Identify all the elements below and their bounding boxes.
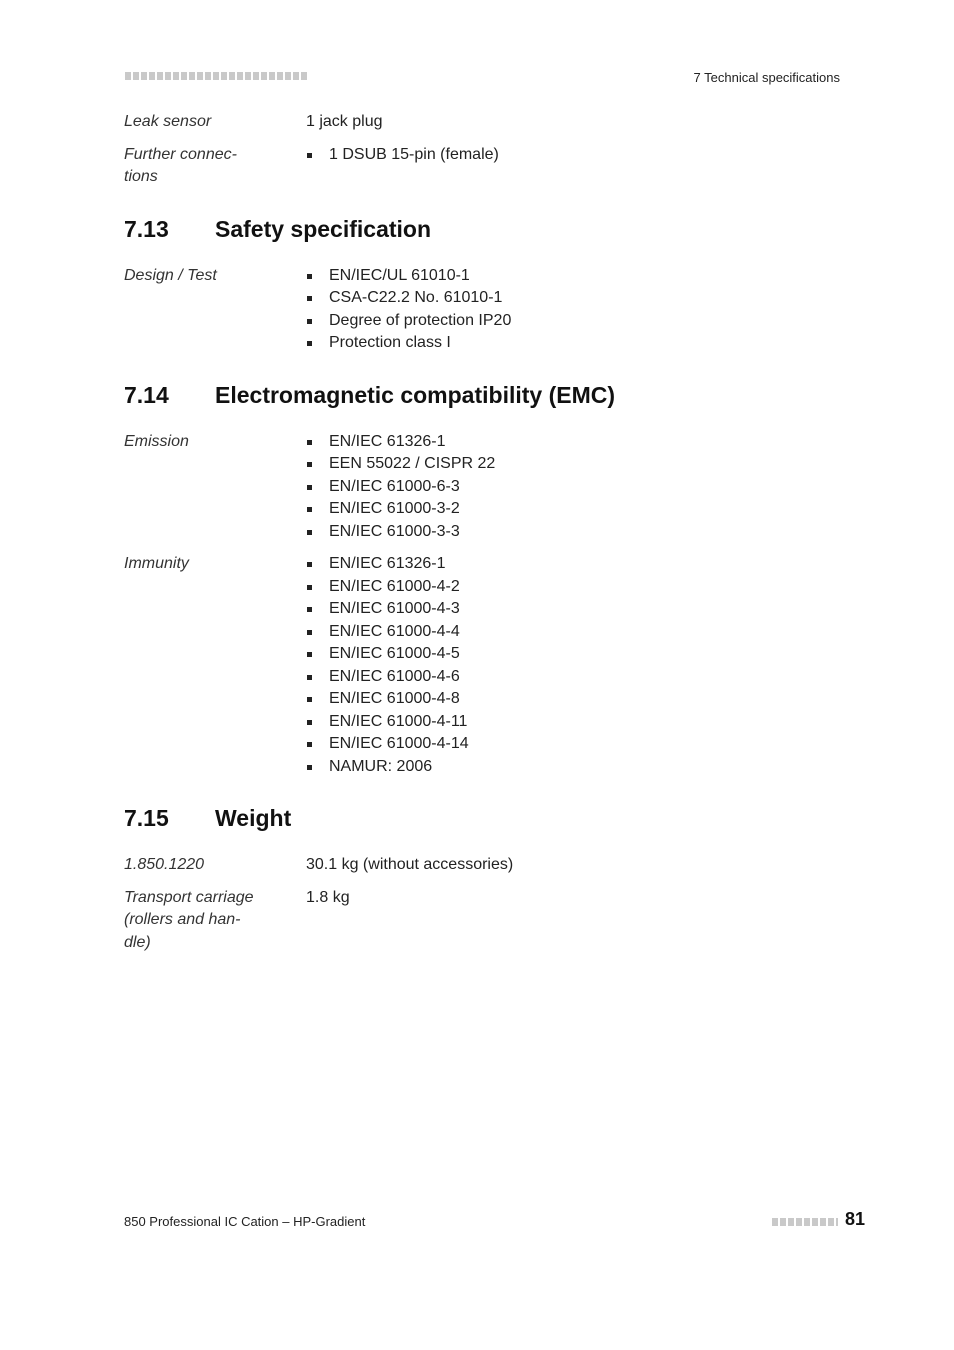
bullet-item: EN/IEC/UL 61010-1 xyxy=(306,265,844,288)
section-title: Safety specification xyxy=(215,215,432,242)
bullet-item: EN/IEC 61326-1 xyxy=(306,431,844,454)
spec-value: 1 jack plug xyxy=(306,113,383,130)
spec-label: Design / Test xyxy=(124,266,217,284)
spec-row xyxy=(124,553,844,778)
section-heading xyxy=(124,802,844,834)
footer-decoration xyxy=(772,1218,838,1226)
bullet-item: Degree of protection IP20 xyxy=(306,310,844,333)
spec-label: Leak sensor xyxy=(124,113,212,130)
spec-row xyxy=(124,887,844,955)
spec-value xyxy=(306,431,844,544)
section-title: Electromagnetic compatibility (EMC) xyxy=(215,381,616,408)
bullet-item: EEN 55022 / CISPR 22 xyxy=(306,453,844,476)
bullet-list xyxy=(306,431,844,544)
bullet-item: EN/IEC 61000-3-2 xyxy=(306,498,844,521)
section-title: Weight xyxy=(215,805,292,831)
spec-label: Further connec- tions xyxy=(124,145,237,185)
spec-value xyxy=(306,553,844,778)
bullet-item: NAMUR: 2006 xyxy=(306,756,844,779)
bullet-item: EN/IEC 61000-4-3 xyxy=(306,598,844,621)
spec-row xyxy=(124,854,844,877)
spec-label: Emission xyxy=(124,432,189,450)
bullet-item: 1 DSUB 15-pin (female) xyxy=(306,144,844,167)
running-header: 7 Technical specifications xyxy=(693,70,840,85)
spec-row xyxy=(124,111,844,134)
bullet-list xyxy=(306,553,844,778)
bullet-item: EN/IEC 61326-1 xyxy=(306,553,844,576)
spec-label: Immunity xyxy=(124,555,189,572)
bullet-item: EN/IEC 61000-4-2 xyxy=(306,576,844,599)
spec-row xyxy=(124,144,844,189)
header-decoration xyxy=(125,72,307,80)
bullet-list xyxy=(306,265,844,355)
footer-title: 850 Professional IC Cation – HP-Gradient xyxy=(124,1214,366,1229)
spec-label: 1.850.1220 xyxy=(124,856,205,873)
section-number: 7.14 xyxy=(124,381,169,408)
bullet-item: EN/IEC 61000-4-8 xyxy=(306,688,844,711)
bullet-item: EN/IEC 61000-4-6 xyxy=(306,666,844,689)
spec-value: 30.1 kg (without accessories) xyxy=(306,856,514,873)
bullet-item: EN/IEC 61000-6-3 xyxy=(306,476,844,499)
bullet-item: Protection class I xyxy=(306,332,844,355)
bullet-item: CSA-C22.2 No. 61010-1 xyxy=(306,287,844,310)
bullet-item: EN/IEC 61000-3-3 xyxy=(306,521,844,544)
bullet-list xyxy=(306,144,844,167)
section-heading xyxy=(124,379,844,411)
spec-row xyxy=(124,431,844,544)
bullet-item: EN/IEC 61000-4-5 xyxy=(306,643,844,666)
section-heading xyxy=(124,213,844,245)
bullet-item: EN/IEC 61000-4-14 xyxy=(306,733,844,756)
spec-label: Transport carriage (rollers and han- dle) xyxy=(124,888,254,951)
spec-value xyxy=(306,144,844,189)
page-content xyxy=(124,111,844,964)
bullet-item: EN/IEC 61000-4-4 xyxy=(306,621,844,644)
page-number: 81 xyxy=(845,1209,866,1229)
spec-row xyxy=(124,265,844,355)
bullet-item: EN/IEC 61000-4-11 xyxy=(306,711,844,734)
spec-value xyxy=(306,265,844,355)
section-number: 7.13 xyxy=(124,215,169,242)
section-number: 7.15 xyxy=(124,805,169,831)
spec-value: 1.8 kg xyxy=(306,888,350,906)
